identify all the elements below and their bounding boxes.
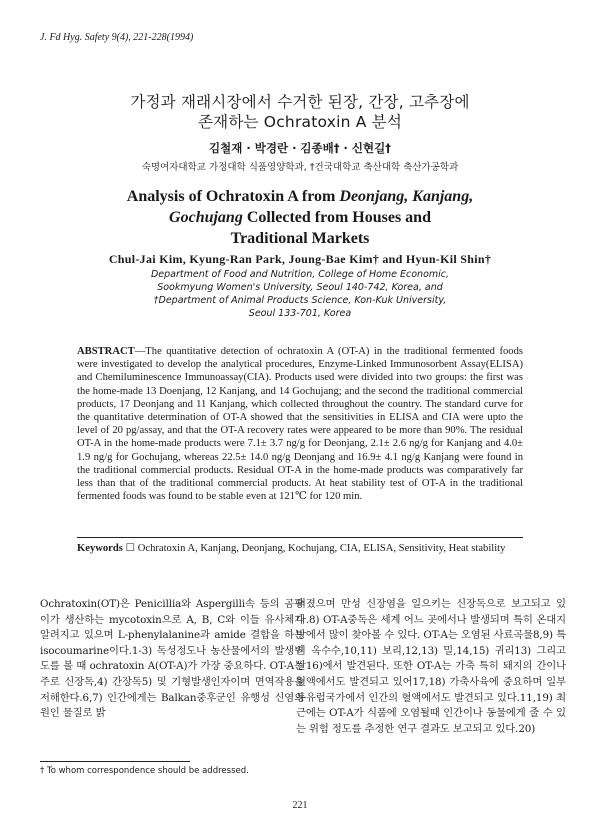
english-affiliation [60, 268, 540, 320]
affiliation-line: †Department of Animal Products Science, Kon-Kuk University, [153, 295, 447, 306]
korean-authors: 김철재 · 박경란 · 김종배† · 신현길† [209, 141, 391, 155]
checkbox-icon: ☐ [125, 543, 136, 554]
english-authors: Chul-Jai Kim, Kyung-Ran Park, Joung-Bae Kim† and Hyun-Kil Shin† [108, 252, 492, 266]
korean-title [70, 92, 530, 132]
keywords-label: Keywords [77, 543, 123, 554]
abstract-label: ABSTRACT [77, 346, 135, 357]
korean-affiliation: 숙명여자대학교 가정대학 식품영양학과, †건국대학교 축산대학 축산가공학과 [141, 162, 459, 173]
korean-title-line2: 존재하는 Ochratoxin A 분석 [197, 113, 403, 131]
journal-reference: J. Fd Hyg. Safety 9(4), 221-228(1994) [40, 32, 194, 43]
affiliation-line: Seoul 133-701, Korea [248, 308, 352, 319]
affiliation-line: Sookmyung Women's University, Seoul 140-742, Korea, and [157, 282, 443, 293]
body-column-left: Ochratoxin(OT)은 Penicillia와 Aspergilli속 등의 곰팡이가 생산하는 mycotoxin으로 A, B, C와 이들 유사체가 알려지고 있으며 L-phenylalanine과 amide 결합을 하는 isocoumarine이다.1-3) 독성정도나 농산물에서의 발생빈도를 볼 때 ochratoxin A(OT-A)가 가장 중요하다. OT-A는 주로 신장독,4) 간장독5) 및 기형발생인자이며 면역작용을 저해한다.6,7) 인간에게는 Balkan중후군인 유행성 신염의 원인 물질로 밝 [40, 598, 304, 720]
abstract-text: —The quantitative detection of ochratoxin A (OT-A) in the traditional fermented foods were investigated to develop the analytical procedures, Enzyme-Linked Immunosorbent Assay(ELISA) and Chemiluminescence Immunoassay(CIA). Products used were divided into two groups: the first was the home-made 13 Doenjang, 12 Kanjang, and 14 Gochujang; and the second the traditional commercial products, 17 Deonjang and 11 Kanjang, which collected throughout the country. The standard curve for the quantitative determination of OT-A showed that the sensitivities in ELISA and CIA were upto the level of 20 pg/assay, and that the OT-A recovery rates were appeared to be more than 90%. The residual OT-A in the home-made products were 7.1± 3.7 ng/g for Deonjang, 2.1± 2.6 ng/g for Kanjang and 4.0± 1.9 ng/g for Gochujang, whereas 22.5± 14.0 ng/g Deonjang and 16.9± 4.1 ng/g Kanjang were found in the traditional commercial products. Residual OT-A in the home-made products was comparatively far less than that of the traditional commercial products. At heat stability test of OT-A in the traditional fermented foods was found to be stable even at 121℃ for 120 min. [77, 346, 523, 503]
english-title-part1: Analysis of Ochratoxin A from [126, 188, 340, 205]
korean-title-line1: 가정과 재래시장에서 수거한 된장, 간장, 고추장에 [130, 93, 470, 111]
english-title [60, 186, 540, 249]
english-title-italic2: Gochujang [169, 209, 243, 226]
abstract [77, 345, 523, 503]
affiliation-line: Department of Food and Nutrition, College of Home Economic, [150, 269, 450, 280]
english-title-italic1: Deonjang, Kanjang, [339, 188, 474, 205]
keywords-text: Ochratoxin A, Kanjang, Deonjang, Kochujang, CIA, ELISA, Sensitivity, Heat stability [137, 543, 506, 554]
footnote-divider [40, 761, 190, 762]
footnote: † To whom correspondence should be addressed. [40, 766, 249, 776]
english-title-line3: Traditional Markets [230, 230, 370, 247]
page-number: 221 [292, 800, 308, 811]
keywords [77, 542, 523, 556]
english-title-part2: Collected from Houses and [242, 209, 431, 226]
keywords-divider [77, 537, 523, 538]
body-column-right: 혀졌으며 만성 신장염을 일으키는 신장독으로 보고되고 있다.8) OT-A중독은 세계 어느 곳에서나 발생되며 특히 온대지방에서 많이 찾아볼 수 있다. OT-A는 오염된 사료곡물8,9) 특히 옥수수,10,11) 보리,12,13) 밀,14,15) 귀리13) 그리고 쌀16)에서 발견된다. 또한 OT-A는 가축 특히 돼지의 간이나 혈액에서도 발견되고 있어17,18) 가축사육에 중요하며 일부 동유럽국가에서 인간의 혈액에서도 발견되고 있다.11,19) 최근에는 OT-A가 식품에 오염될때 인간이나 동물에게 줄 수 있는 위험 정도를 추정한 연구 결과도 보고되고 있다.20) [296, 598, 566, 735]
